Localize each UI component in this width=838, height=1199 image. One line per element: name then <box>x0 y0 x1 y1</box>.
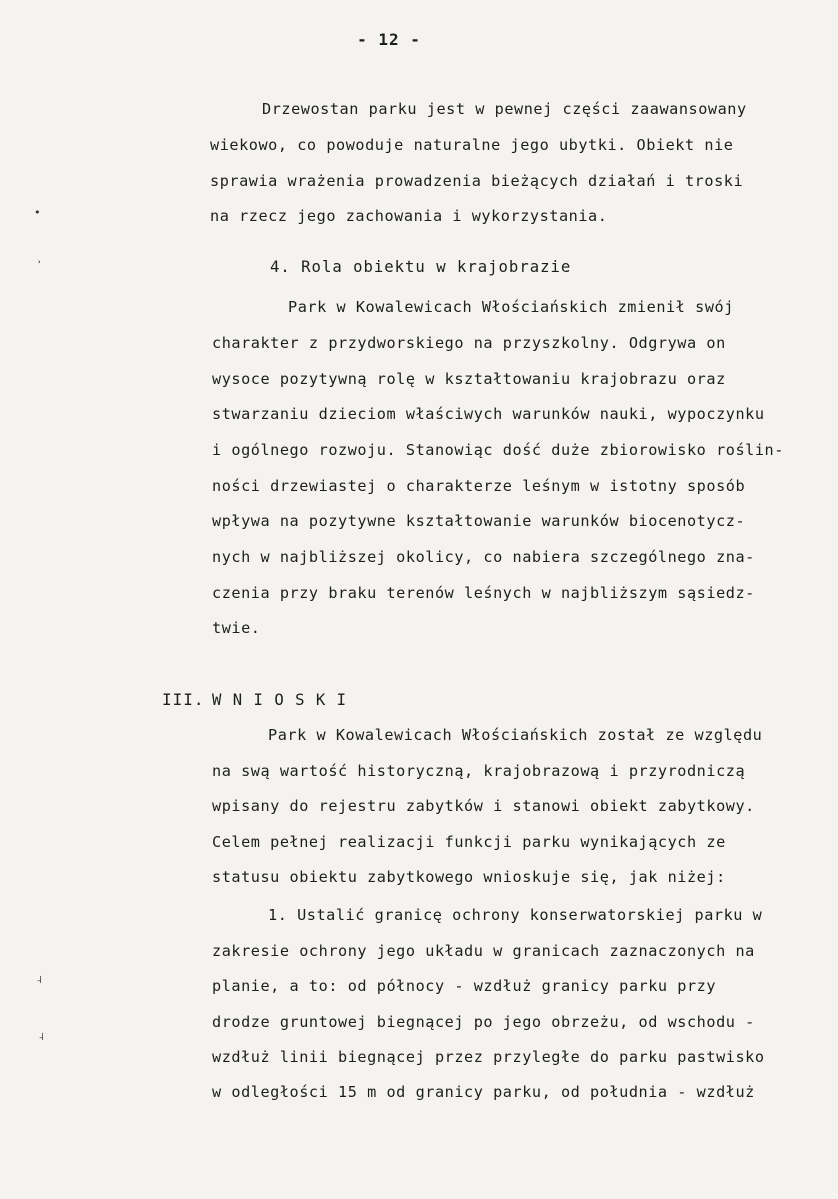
list-item-line: planie, a to: od północy - wzdłuż granicy parku przy <box>212 977 717 995</box>
paragraph-line: Celem pełnej realizacji funkcji parku wynikających ze <box>212 833 726 851</box>
paragraph-line: sprawia wrażenia prowadzenia bieżących działań i troski <box>210 172 744 190</box>
paragraph-line: twie. <box>212 619 261 637</box>
paragraph-line: na swą wartość historyczną, krajobrazową i przyrodniczą <box>212 762 746 780</box>
list-item-line: wzdłuż linii biegnącej przez przyległe do parku pastwisko <box>212 1048 765 1066</box>
paragraph-line: na rzecz jego zachowania i wykorzystania. <box>210 207 608 225</box>
section-numeral: III. <box>162 690 205 709</box>
paragraph-line: nych w najbliższej okolicy, co nabiera szczególnego zna- <box>212 548 755 566</box>
list-item-line: w odległości 15 m od granicy parku, od południa - wzdłuż <box>212 1083 755 1101</box>
paragraph-line: wysoce pozytywną rolę w kształtowaniu krajobrazu oraz <box>212 370 726 388</box>
paragraph-line: charakter z przydworskiego na przyszkolny. Odgrywa on <box>212 334 726 352</box>
paragraph-line: czenia przy braku terenów leśnych w najbliższym sąsiedz- <box>212 584 755 602</box>
section-heading: W N I O S K I <box>212 691 348 709</box>
paragraph-line: wpisany do rejestru zabytków i stanowi obiekt zabytkowy. <box>212 797 755 815</box>
paragraph-line: Park w Kowalewicach Włościańskich został ze względu <box>268 726 763 744</box>
list-item-line: drodze gruntowej biegnącej po jego obrzeżu, od wschodu - <box>212 1013 755 1031</box>
paragraph-line: wiekowo, co powoduje naturalne jego ubytki. Obiekt nie <box>210 136 734 154</box>
list-item-line: zakresie ochrony jego układu w granicach zaznaczonych na <box>212 942 755 960</box>
margin-speck: ˨ <box>38 1030 45 1043</box>
paragraph-line: i ogólnego rozwoju. Stanowiąc dość duże zbiorowisko roślin- <box>212 441 784 459</box>
margin-speck: ˨ <box>36 973 43 986</box>
paragraph-line: ności drzewiastej o charakterze leśnym w istotny sposób <box>212 477 746 495</box>
paragraph-line: statusu obiektu zabytkowego wnioskuje się, jak niżej: <box>212 868 726 886</box>
section-heading: 4. Rola obiektu w krajobrazie <box>270 258 572 276</box>
paragraph-line: stwarzaniu dzieciom właściwych warunków nauki, wypoczynku <box>212 405 765 423</box>
paragraph-line: Drzewostan parku jest w pewnej części zaawansowany <box>262 100 747 118</box>
paragraph-line: Park w Kowalewicach Włościańskich zmienił swój <box>288 298 734 316</box>
page-number: - 12 - <box>357 30 421 49</box>
paragraph-line: wpływa na pozytywne kształtowanie warunków biocenotycz- <box>212 512 746 530</box>
margin-speck: ˒ <box>36 256 43 269</box>
margin-speck: • <box>34 206 41 219</box>
list-item-line: 1. Ustalić granicę ochrony konserwatorskiej parku w <box>268 906 763 924</box>
